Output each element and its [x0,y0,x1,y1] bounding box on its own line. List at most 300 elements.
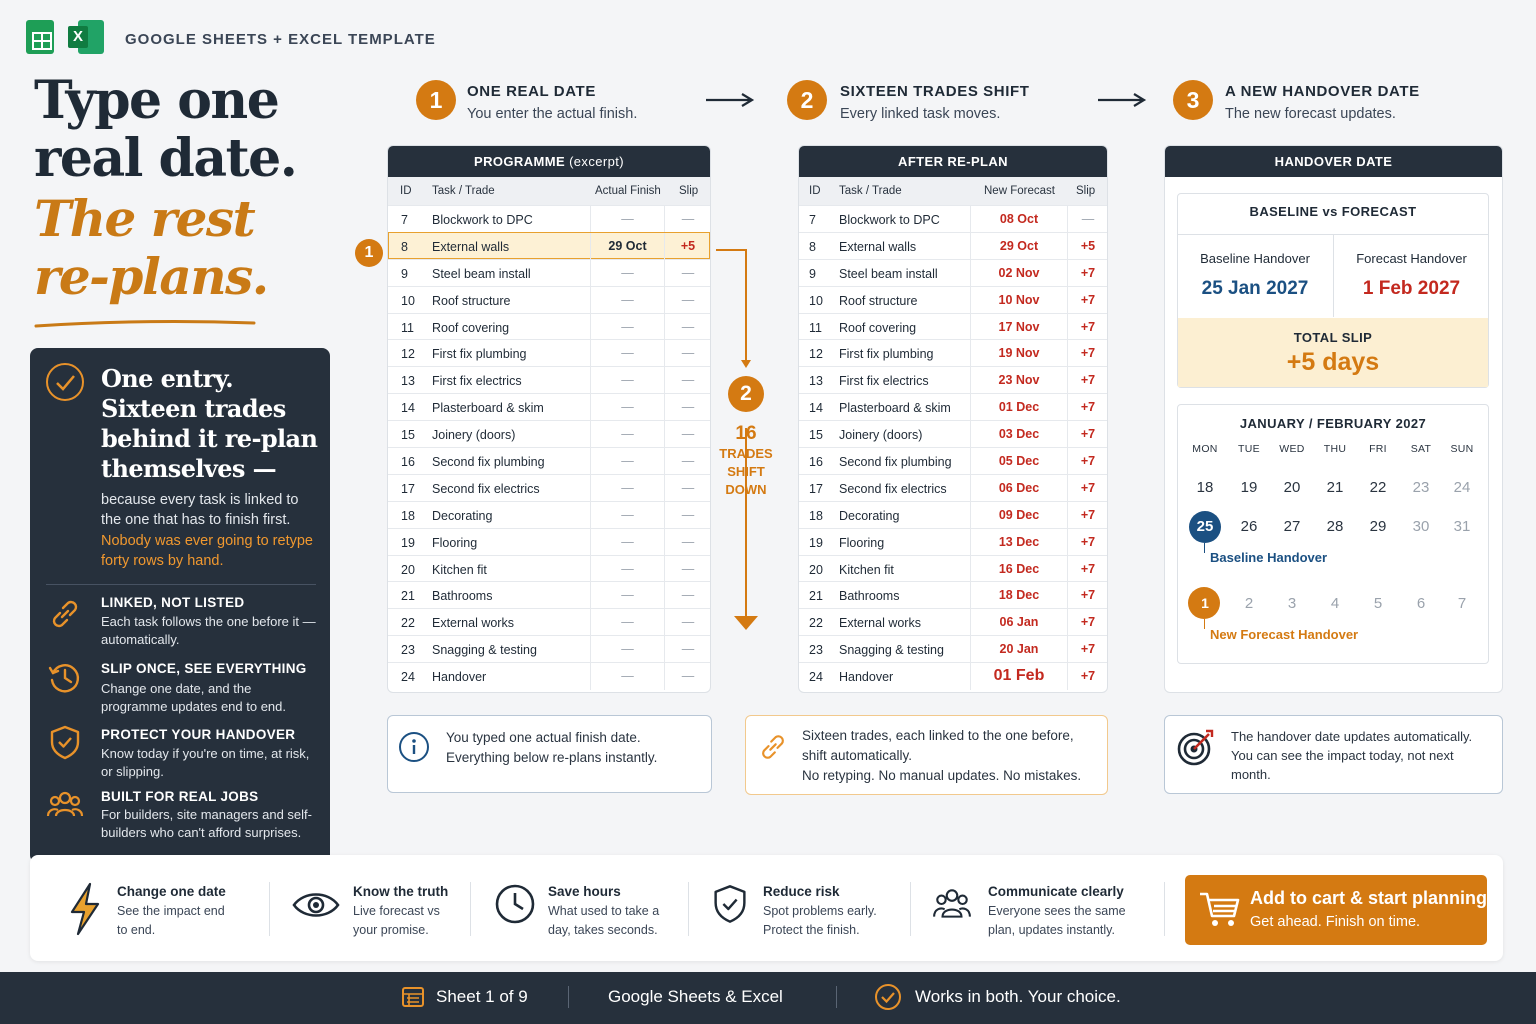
benefit-title-save: Save hours [548,884,621,899]
step-1-title: ONE REAL DATE [467,83,596,100]
row-slip: +7 [1067,556,1108,583]
row-id: 21 [809,589,823,604]
excel-logo: X [68,20,104,54]
row-id: 12 [401,347,415,362]
table-row [388,501,710,528]
row-date: — [590,556,664,583]
row-task: Flooring [432,535,478,550]
row-task: Second fix electrics [432,481,540,496]
panel-highlight: Nobody was ever going to retype forty rows by hand. [101,533,313,569]
row-task: Bathrooms [432,589,493,604]
row-slip: — [664,475,711,502]
baseline-note: Baseline Handover [1210,550,1328,565]
table-row [388,313,710,340]
benefit-desc-truth: Live forecast vs your promise. [353,904,440,937]
underline-swoosh [34,318,256,330]
panel-divider [46,584,316,585]
baseline-value: 25 Jan 2027 [1201,278,1309,299]
replan-table [798,145,1108,693]
row-slip: — [664,636,711,663]
row-id: 9 [809,266,816,281]
calendar-day: 1 [1201,595,1209,611]
row-id: 8 [401,239,408,254]
people-icon [930,884,974,924]
row-id: 14 [809,401,823,416]
step-2-badge: 2 [787,80,827,120]
row-date: 06 Dec [970,475,1067,502]
benefit-desc-communicate: Everyone sees the same plan, updates instantly. [988,904,1126,937]
row-task: Joinery (doors) [839,428,923,443]
shield-check-icon [46,723,84,761]
row-date: 03 Dec [970,421,1067,448]
row-task: External walls [432,239,510,254]
table-row [799,581,1107,608]
feature-desc-linked: Each task follows the one before it — automatically. [101,614,316,647]
row-task: Kitchen fit [432,562,487,577]
table-row [799,393,1107,420]
people-icon [46,786,84,824]
table-row [388,393,710,420]
programme-table-header: PROGRAMME (excerpt) [388,146,710,177]
calendar-day: 26 [1240,518,1258,535]
table-row [799,232,1107,259]
table-row [388,232,710,259]
row-date: — [590,340,664,367]
table-row [799,205,1107,232]
row-slip: +7 [1067,636,1108,663]
row-id: 17 [809,481,823,496]
row-id: 17 [401,481,415,496]
row-date: — [590,206,664,233]
step-1-subtitle: You enter the actual finish. [467,106,638,122]
step-2-subtitle: Every linked task moves. [840,106,1001,122]
benefit-desc-change: See the impact end to end. [117,904,225,937]
row-date: — [590,636,664,663]
feature-desc-protect: Know today if you're on time, at risk, or slipping. [101,746,310,779]
footer-sheet-count: Sheet 1 of 9 [436,987,528,1006]
row-task: First fix electrics [839,374,929,389]
row-id: 16 [401,455,415,470]
row-id: 18 [809,508,823,523]
row-task: Flooring [839,535,885,550]
lightning-icon [66,882,104,936]
table-row [799,528,1107,555]
row-slip: — [664,340,711,367]
calendar-day: 2 [1244,595,1254,612]
row-task: Blockwork to DPC [839,213,940,227]
table-row [388,420,710,447]
row-date: 23 Nov [970,367,1067,394]
forecast-label: Forecast Handover [1356,251,1467,266]
row-slip: +7 [1067,367,1108,394]
table-row [799,420,1107,447]
table-row [799,608,1107,635]
calendar-day: 22 [1369,479,1387,496]
step-3-subtitle: The new forecast updates. [1225,106,1396,122]
row-slip: +5 [664,233,711,260]
row-id: 20 [809,562,823,577]
row-date: 13 Dec [970,529,1067,556]
forecast-value: 1 Feb 2027 [1362,278,1461,299]
row-task: Bathrooms [839,589,900,604]
arrow-right-icon [1096,92,1148,108]
table-row [388,447,710,474]
row-id: 22 [401,616,415,631]
forecast-note: New Forecast Handover [1210,627,1359,642]
calendar-day: 5 [1373,595,1383,612]
row-slip: +7 [1067,314,1108,341]
calendar-weekday: THU [1323,443,1347,455]
row-date: 19 Nov [970,340,1067,367]
benefit-title-change: Change one date [117,884,226,899]
check-circle-icon [46,363,84,401]
table-row [388,608,710,635]
table-row [388,339,710,366]
row-date: 01 Feb [970,663,1067,690]
hero-subtitle: The rest re-plans. [34,189,268,306]
row-slip: — [664,421,711,448]
row-slip: +7 [1067,609,1108,636]
row-date: — [590,529,664,556]
compare-title: BASELINE vs FORECAST [1249,204,1417,219]
cart-icon[interactable] [1198,888,1242,930]
row-task: Kitchen fit [839,562,894,577]
row-task: Blockwork to DPC [432,213,533,227]
row-date: — [590,314,664,341]
table-row [799,366,1107,393]
calendar-day: 30 [1412,518,1430,535]
row-task: Decorating [839,508,900,523]
calendar-weekday: MON [1192,443,1218,455]
benefit-title-truth: Know the truth [353,884,449,899]
benefit-desc-risk: Spot problems early. Protect the finish. [763,904,877,937]
calendar-day: 29 [1369,518,1387,535]
table-row [388,366,710,393]
row-id: 19 [809,535,823,550]
row-slip: +7 [1067,502,1108,529]
calendar-day: 23 [1412,479,1430,496]
clock-history-icon [46,659,84,697]
marker-tick [1204,543,1205,553]
benefit-title-risk: Reduce risk [763,884,840,899]
add-to-cart-label[interactable]: Add to cart & start planning [1250,888,1488,908]
table-row [388,205,710,232]
benefit-separator [1164,882,1165,936]
calendar-day: 7 [1457,595,1467,612]
row-id: 23 [401,643,415,658]
row-slip: — [664,448,711,475]
calendar-day: 4 [1330,595,1340,612]
row-slip: +7 [1067,260,1108,287]
panel-heading: One entry. Sixteen trades behind it re-plan themselves — [101,364,318,483]
calendar-weekday: TUE [1238,443,1260,455]
calendar-day: 27 [1283,518,1301,535]
row-id: 24 [809,670,823,685]
row-task: Roof covering [839,320,917,335]
benefit-separator [269,882,270,936]
shift-caption: 16 TRADES SHIFT DOWN [719,423,773,497]
row-slip: +5 [1067,233,1108,260]
arrow-right-icon [704,92,756,108]
row-slip: +7 [1067,287,1108,314]
eye-icon [292,887,340,923]
step-2-title: SIXTEEN TRADES SHIFT [840,83,1030,100]
row-id: 16 [809,455,823,470]
calendar-title: JANUARY / FEBRUARY 2027 [1239,416,1427,431]
row-slip: — [664,367,711,394]
info-text-handover: The handover date updates automatically. You can see the impact today, not next month. [1231,729,1473,782]
row-id: 22 [809,616,823,631]
row-task: Steel beam install [432,266,531,281]
total-slip-value: +5 days [1286,348,1380,376]
row-date: — [590,475,664,502]
row-id: 11 [401,320,414,335]
row-date: — [590,582,664,609]
row-id: 10 [401,293,415,308]
row-slip: — [664,582,711,609]
template-label: GOOGLE SHEETS + EXCEL TEMPLATE [125,31,436,48]
row-id: 15 [401,428,415,443]
row-task: External walls [839,239,917,254]
feature-title-real-jobs: BUILT FOR REAL JOBS [101,789,259,804]
row-date: 16 Dec [970,556,1067,583]
row-task: Second fix plumbing [839,455,952,470]
row-task: Snagging & testing [432,643,537,658]
row-date: — [590,287,664,314]
row-id: 7 [809,213,816,227]
benefit-separator [688,882,689,936]
row-date: — [590,394,664,421]
row-task: Roof structure [839,293,918,308]
row-date: 01 Dec [970,394,1067,421]
calendar-day: 24 [1453,479,1471,496]
calendar-day: 25 [1196,518,1214,535]
row-date: — [590,421,664,448]
row-task: First fix electrics [432,374,522,389]
row-task: Second fix plumbing [432,455,545,470]
row-slip: — [664,260,711,287]
row-task: Decorating [432,508,493,523]
hero-title: Type one real date. [34,70,297,189]
row-id: 24 [401,670,415,685]
row-id: 18 [401,508,415,523]
table-row [799,662,1107,689]
calendar-day: 19 [1240,479,1258,496]
table-row [388,555,710,582]
add-to-cart-sublabel[interactable]: Get ahead. Finish on time. [1250,914,1421,930]
footer-works-both: Works in both. Your choice. [915,987,1121,1006]
row-slip: — [664,529,711,556]
benefit-separator [910,882,911,936]
table-row [799,447,1107,474]
row-task: External works [432,616,514,631]
feature-desc-slip: Change one date, and the programme updates end to end. [101,681,287,714]
row-id: 12 [809,347,823,362]
handover-header: HANDOVER DATE [1165,146,1502,177]
table-row [799,474,1107,501]
row-date: — [590,260,664,287]
row-id: 19 [401,535,415,550]
row-task: Steel beam install [839,266,938,281]
row-task: Handover [839,670,894,685]
table-row [388,474,710,501]
table-row [388,528,710,555]
google-sheets-logo [26,20,54,54]
benefit-desc-save: What used to take a day, takes seconds. [548,904,660,937]
row-task: External works [839,616,921,631]
row-id: 21 [401,589,415,604]
row-task: Plasterboard & skim [432,401,544,416]
calendar-day: 18 [1196,479,1214,496]
row-date: 20 Jan [970,636,1067,663]
row-date: 08 Oct [970,206,1067,233]
calendar-day: 28 [1326,518,1344,535]
feature-title-linked: LINKED, NOT LISTED [101,595,245,610]
replan-column-headers: ID Task / Trade New Forecast Slip [799,177,1107,205]
check-circle-icon [874,983,902,1011]
row-task: Joinery (doors) [432,428,516,443]
shift-step-badge: 2 [728,376,764,412]
step-3-badge: 3 [1173,80,1213,120]
row-date: — [590,663,664,690]
info-text-typed: You typed one actual finish date. Everything below re-plans instantly. [446,730,658,765]
step-1-badge: 1 [416,80,456,120]
table-row [799,339,1107,366]
link-icon [756,730,790,764]
row-date: 02 Nov [970,260,1067,287]
row-id: 13 [401,374,415,389]
table-row [388,286,710,313]
row-date: — [590,367,664,394]
divider [1333,234,1334,317]
footer-separator [568,986,569,1008]
table-row [799,313,1107,340]
table-row [799,259,1107,286]
row-task: First fix plumbing [839,347,934,362]
row-slip: — [664,609,711,636]
row-slip: +7 [1067,448,1108,475]
table-row [388,662,710,689]
info-text-linked: Sixteen trades, each linked to the one before, shift automatically. [802,728,1074,763]
row-slip: +7 [1067,475,1108,502]
row-date: 05 Dec [970,448,1067,475]
table-row [388,259,710,286]
calendar-weekday: SAT [1410,443,1432,455]
row-slip: — [664,502,711,529]
row-task: Plasterboard & skim [839,401,951,416]
row-slip: — [664,287,711,314]
row-slip: +7 [1067,582,1108,609]
row-date: 29 Oct [590,233,664,260]
calendar-day: 20 [1283,479,1301,496]
row-task: Handover [432,670,487,685]
row-task: Roof covering [432,320,510,335]
row-id: 11 [809,320,822,335]
row-id: 10 [809,293,823,308]
row-date: 09 Dec [970,502,1067,529]
clock-icon [493,882,537,926]
feature-title-slip: SLIP ONCE, SEE EVERYTHING [101,661,307,676]
table-row [799,555,1107,582]
feature-title-protect: PROTECT YOUR HANDOVER [101,727,296,742]
row-id: 13 [809,374,823,389]
benefit-title-communicate: Communicate clearly [988,884,1124,899]
row-task: Second fix electrics [839,481,947,496]
info-icon [398,731,430,763]
row-id: 8 [809,239,816,254]
row-date: — [590,609,664,636]
benefit-separator [470,882,471,936]
table-row [799,286,1107,313]
row-task: First fix plumbing [432,347,527,362]
row-date: 29 Oct [970,233,1067,260]
row-id: 9 [401,266,408,281]
sheet-icon [401,985,425,1009]
baseline-label: Baseline Handover [1200,251,1310,266]
row-slip: +7 [1067,340,1108,367]
replan-table-header: AFTER RE-PLAN [799,146,1107,177]
table-row [799,635,1107,662]
table-row [388,635,710,662]
feature-desc-real-jobs: For builders, site managers and self-builders who can't afford surprises. [101,807,312,840]
panel-body: because every task is linked to the one that has to finish first. [101,492,299,528]
calendar-weekday: FRI [1369,443,1387,455]
shield-check-icon [709,881,751,927]
calendar-day: 3 [1287,595,1297,612]
row-slip: — [664,663,711,690]
row-date: 06 Jan [970,609,1067,636]
calendar-day: 21 [1326,479,1344,496]
calendar-weekday: WED [1279,443,1305,455]
footer-separator [836,986,837,1008]
calendar-weekday: SUN [1450,443,1474,455]
marker-tick [1204,619,1205,629]
row-slip: — [664,556,711,583]
row-date: 10 Nov [970,287,1067,314]
row-slip: +7 [1067,529,1108,556]
row-id: 14 [401,401,415,416]
calendar-day: 6 [1416,595,1426,612]
link-icon [46,595,84,633]
step-3-title: A NEW HANDOVER DATE [1225,83,1420,100]
table-row [388,581,710,608]
info-text-no-retyping: No retyping. No manual updates. No mistakes. [802,768,1082,783]
row-slip: — [664,314,711,341]
row-date: — [590,448,664,475]
row-slip: +7 [1067,663,1108,690]
table-row [799,501,1107,528]
programme-table [387,145,711,693]
row-id: 7 [401,213,408,227]
row-slip: — [664,206,711,233]
row-date: 17 Nov [970,314,1067,341]
row-id: 20 [401,562,415,577]
row-id: 23 [809,643,823,658]
footer-apps: Google Sheets & Excel [608,987,783,1006]
row-slip: — [1067,206,1108,233]
row-slip: +7 [1067,421,1108,448]
row-slip: +7 [1067,394,1108,421]
row-task: Roof structure [432,293,511,308]
total-slip-label: TOTAL SLIP [1293,330,1373,345]
target-icon [1176,728,1216,768]
row-task: Snagging & testing [839,643,944,658]
row-marker-badge: 1 [355,239,383,267]
programme-column-headers: ID Task / Trade Actual Finish Slip [388,177,710,205]
calendar-day: 31 [1453,518,1471,535]
row-date: — [590,502,664,529]
row-slip: — [664,394,711,421]
